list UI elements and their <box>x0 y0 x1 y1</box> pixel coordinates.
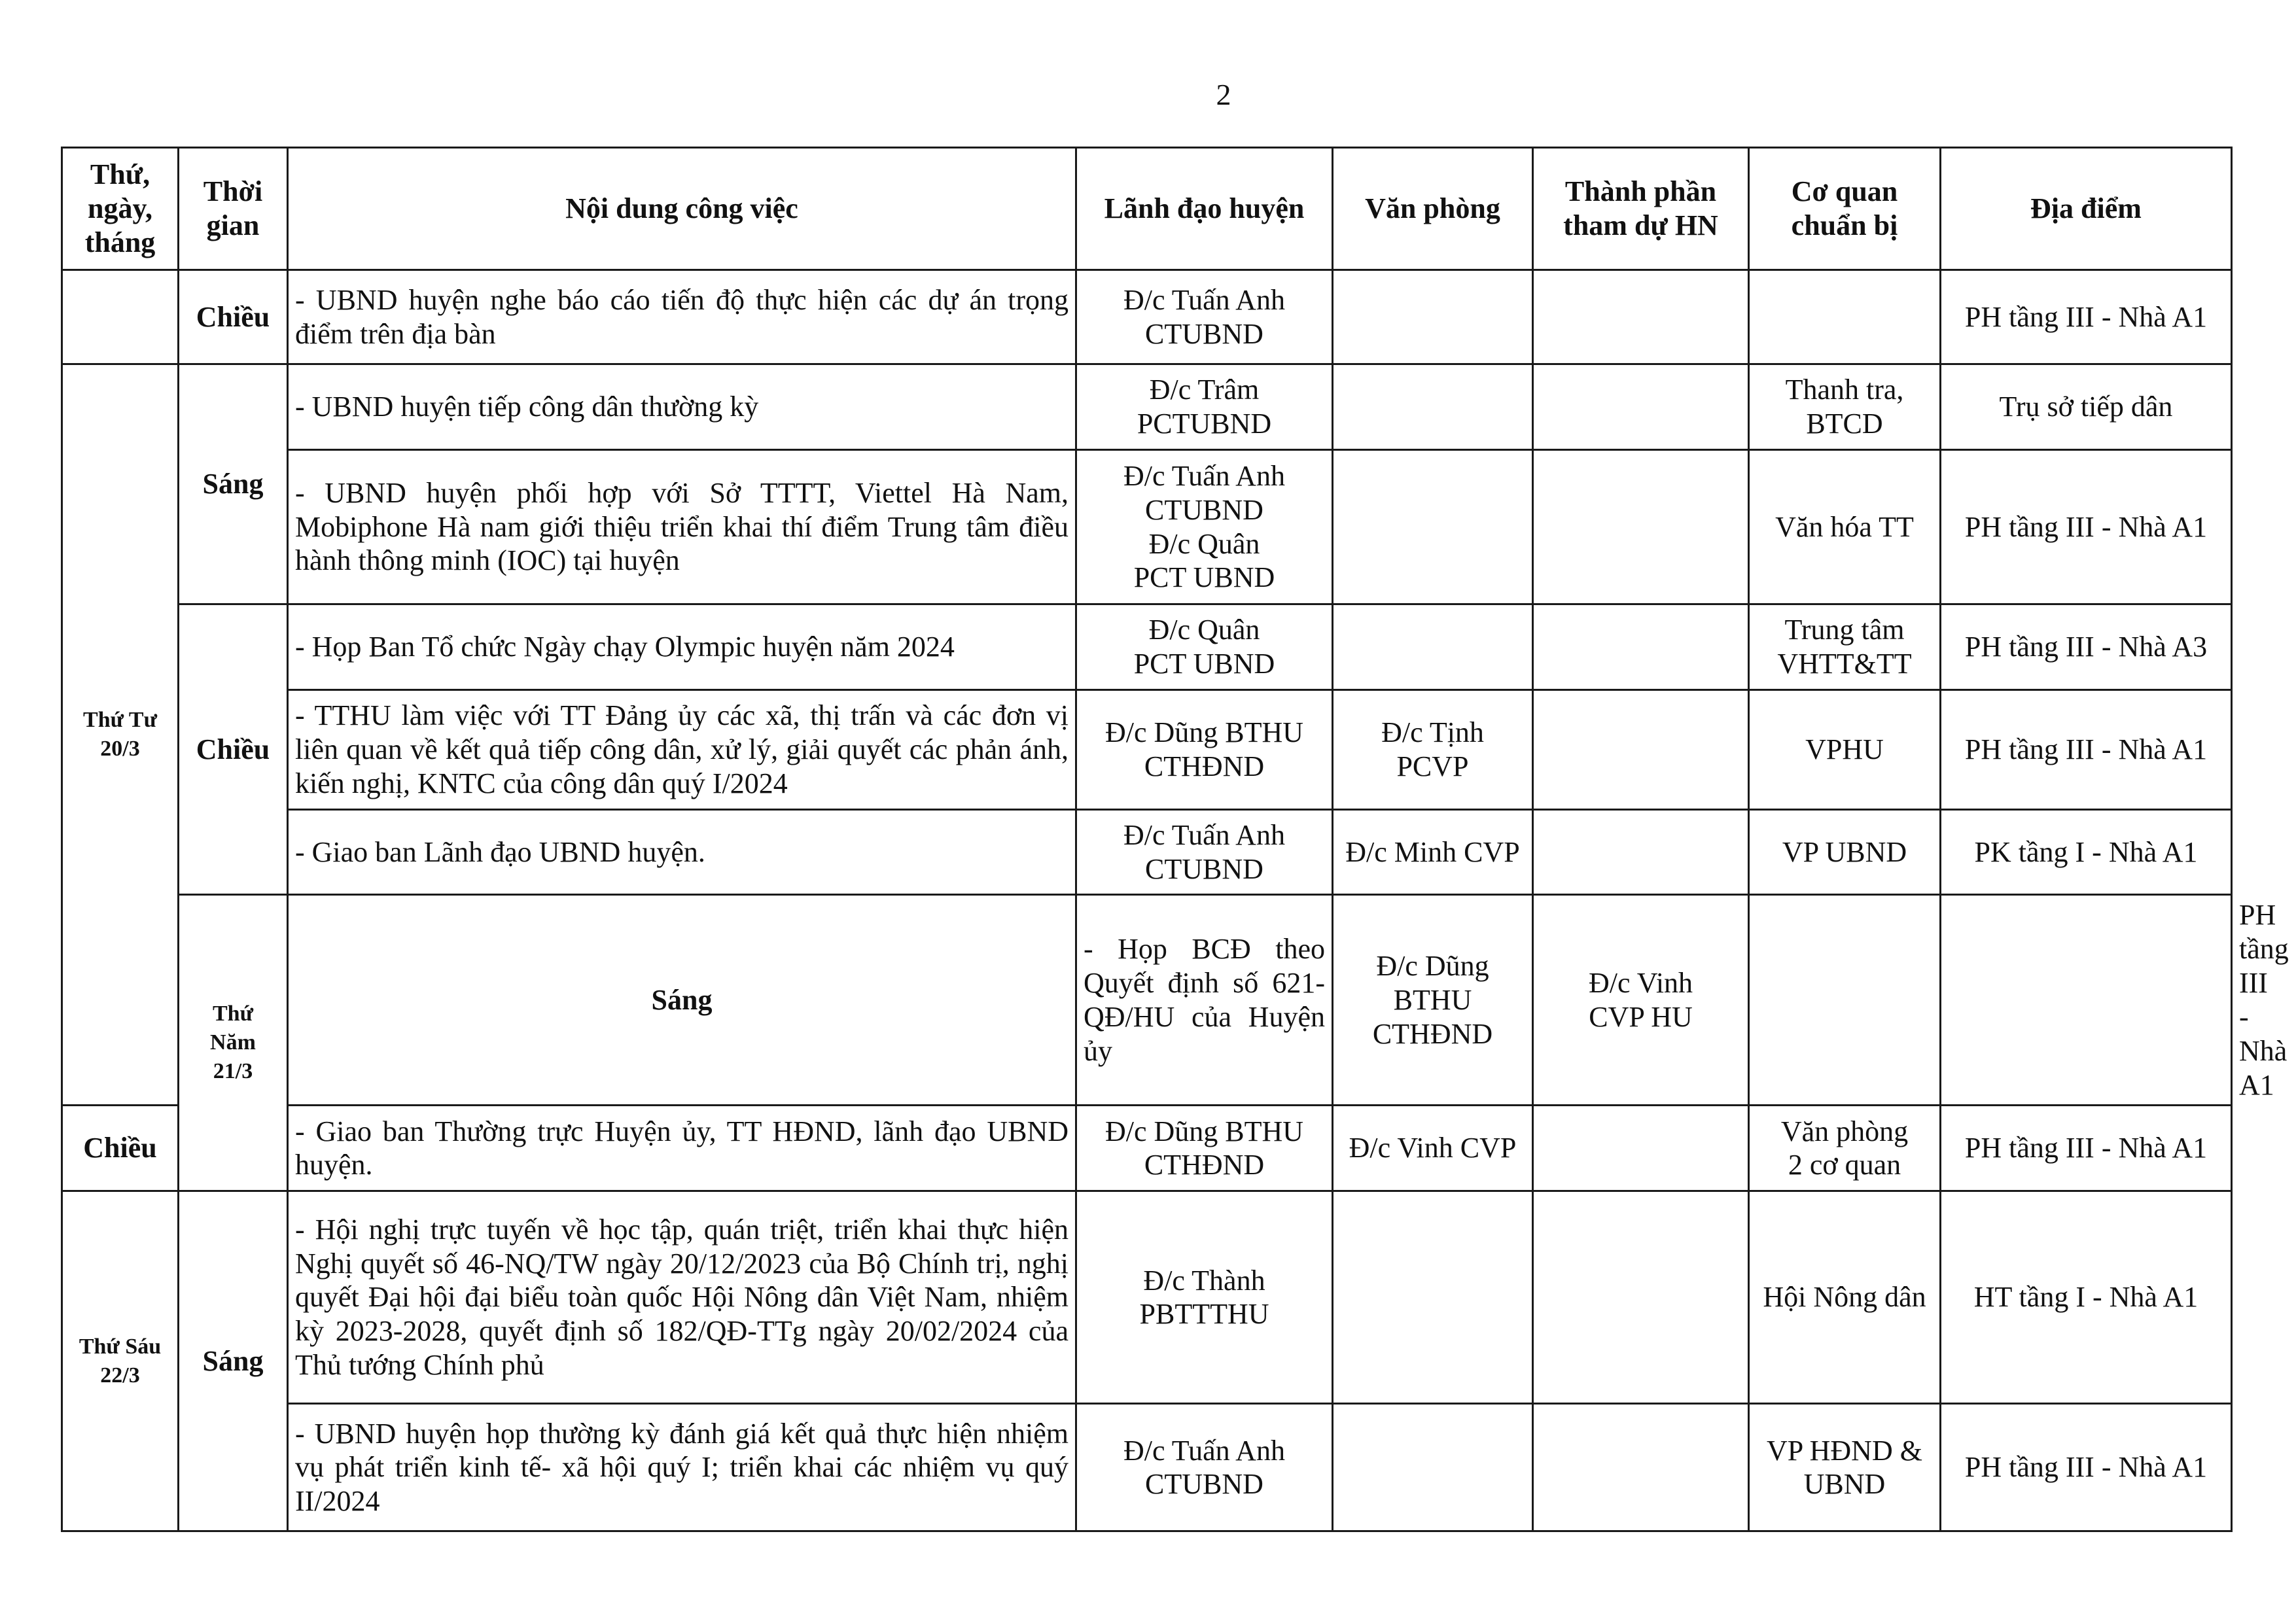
leader-cell: Đ/c Trâm PCTUBND <box>1076 364 1333 450</box>
header-leader: Lãnh đạo huyện <box>1076 148 1333 270</box>
participants-cell <box>1533 1404 1749 1531</box>
prep-cell <box>1941 895 2232 1106</box>
content-cell: - UBND huyện họp thường kỳ đánh giá kết quả thực hiện nhiệm vụ phát triển kinh tế- xã hội quý I; triển khai các nhiệm vụ quý II/2024 <box>288 1404 1076 1531</box>
participants-cell <box>1533 364 1749 450</box>
prep-cell: Văn hóa TT <box>1749 450 1941 604</box>
location-cell: PH tầng III - Nhà A1 <box>1941 690 2232 810</box>
participants-cell <box>1533 604 1749 690</box>
participants-cell <box>1533 810 1749 895</box>
participants-cell <box>1533 1106 1749 1191</box>
location-cell: Trụ sở tiếp dân <box>1941 364 2232 450</box>
session-cell: Chiều <box>179 270 288 364</box>
content-cell: - Giao ban Thường trực Huyện ủy, TT HĐND, lãnh đạo UBND huyện. <box>288 1106 1076 1191</box>
office-cell: Đ/c Minh CVP <box>1333 810 1533 895</box>
prep-cell: VP HĐND & UBND <box>1749 1404 1941 1531</box>
leader-cell: Đ/c Dũng BTHU CTHĐND <box>1333 895 1533 1106</box>
day-cell-friday: Thứ Sáu 22/3 <box>62 1191 179 1531</box>
leader-cell: Đ/c Tuấn Anh CTUBND <box>1076 810 1333 895</box>
table-row: Thứ Năm 21/3 Sáng - Họp BCĐ theo Quyết định số 621-QĐ/HU của Huyện ủy Đ/c Dũng BTHU CTHĐND Đ/c Vinh CVP HU PH tầng III - Nhà A1 <box>62 895 2232 1106</box>
office-cell: Đ/c Vinh CVP <box>1333 1106 1533 1191</box>
work-schedule-table <box>61 147 2289 1532</box>
prep-cell: Trung tâm VHTT&TT <box>1749 604 1941 690</box>
participants-cell <box>1533 1191 1749 1404</box>
content-cell: - Họp BCĐ theo Quyết định số 621-QĐ/HU của Huyện ủy <box>1076 895 1333 1106</box>
header-content: Nội dung công việc <box>288 148 1076 270</box>
office-cell: Đ/c Tịnh PCVP <box>1333 690 1533 810</box>
prep-cell: Hội Nông dân <box>1749 1191 1941 1404</box>
office-cell <box>1333 1404 1533 1531</box>
session-cell: Chiều <box>62 1106 179 1191</box>
header-row <box>62 148 2232 270</box>
header-day: Thứ, ngày, tháng <box>62 148 179 270</box>
table-row <box>62 450 2232 604</box>
header-location: Địa điểm <box>1941 148 2232 270</box>
content-cell: - Hội nghị trực tuyến về học tập, quán triệt, triển khai thực hiện Nghị quyết số 46-NQ/TW ngày 20/12/2023 của Bộ Chính trị, nghị quyết Đại hội đại biểu toàn quốc Hội Nông dân Việt Nam, nhiệm kỳ 2023-2028, quyết định số 182/QĐ-TTg ngày 20/02/2024 của Thủ tướng Chính phủ <box>288 1191 1076 1404</box>
content-cell: - UBND huyện nghe báo cáo tiến độ thực hiện các dự án trọng điểm trên địa bàn <box>288 270 1076 364</box>
prep-cell: VP UBND <box>1749 810 1941 895</box>
table-row <box>62 810 2232 895</box>
prep-cell: Thanh tra, BTCD <box>1749 364 1941 450</box>
content-cell: - UBND huyện phối hợp với Sở TTTT, Viettel Hà Nam, Mobiphone Hà nam giới thiệu triển khai thí điểm Trung tâm điều hành thông minh (IOC) tại huyện <box>288 450 1076 604</box>
location-cell: PH tầng III - Nhà A1 <box>1941 1404 2232 1531</box>
content-cell: - Giao ban Lãnh đạo UBND huyện. <box>288 810 1076 895</box>
session-cell: Sáng <box>179 1191 288 1531</box>
table-row <box>62 270 2232 364</box>
session-cell: Chiều <box>179 604 288 895</box>
leader-cell: Đ/c Quân PCT UBND <box>1076 604 1333 690</box>
prep-cell: VPHU <box>1749 690 1941 810</box>
content-cell: - TTHU làm việc với TT Đảng ủy các xã, thị trấn và các đơn vị liên quan về kết quả tiếp công dân, xử lý, giải quyết các phản ánh, kiến nghị, KNTC của công dân quý I/2024 <box>288 690 1076 810</box>
session-cell: Sáng <box>179 364 288 604</box>
table-row <box>62 1191 2232 1404</box>
content-cell: - Họp Ban Tổ chức Ngày chạy Olympic huyện năm 2024 <box>288 604 1076 690</box>
header-prep: Cơ quan chuẩn bị <box>1749 148 1941 270</box>
table-row <box>62 1106 2232 1191</box>
location-cell: HT tầng I - Nhà A1 <box>1941 1191 2232 1404</box>
header-time: Thời gian <box>179 148 288 270</box>
leader-cell: Đ/c Tuấn Anh CTUBND Đ/c Quân PCT UBND <box>1076 450 1333 604</box>
header-office: Văn phòng <box>1333 148 1533 270</box>
participants-cell <box>1749 895 1941 1106</box>
office-cell <box>1333 604 1533 690</box>
location-cell: PH tầng III - Nhà A1 <box>1941 270 2232 364</box>
day-cell-wednesday: Thứ Tư 20/3 <box>62 364 179 1106</box>
location-cell: PH tầng III - Nhà A3 <box>1941 604 2232 690</box>
office-cell <box>1333 364 1533 450</box>
table-row <box>62 364 2232 450</box>
day-cell-thursday: Thứ Năm 21/3 <box>179 895 288 1191</box>
participants-cell <box>1533 270 1749 364</box>
location-cell: PK tầng I - Nhà A1 <box>1941 810 2232 895</box>
content-cell: - UBND huyện tiếp công dân thường kỳ <box>288 364 1076 450</box>
office-cell <box>1333 450 1533 604</box>
leader-cell: Đ/c Thành PBTTTHU <box>1076 1191 1333 1404</box>
table-row <box>62 690 2232 810</box>
leader-cell: Đ/c Tuấn Anh CTUBND <box>1076 1404 1333 1531</box>
header-participants: Thành phần tham dự HN <box>1533 148 1749 270</box>
leader-cell: Đ/c Dũng BTHU CTHĐND <box>1076 690 1333 810</box>
session-cell: Sáng <box>288 895 1076 1106</box>
leader-cell: Đ/c Dũng BTHU CTHĐND <box>1076 1106 1333 1191</box>
page-number: 2 <box>1216 78 1231 111</box>
office-cell <box>1333 270 1533 364</box>
leader-cell: Đ/c Tuấn Anh CTUBND <box>1076 270 1333 364</box>
location-cell: PH tầng III - Nhà A1 <box>1941 1106 2232 1191</box>
day-cell-empty <box>62 270 179 364</box>
prep-cell <box>1749 270 1941 364</box>
table-row <box>62 604 2232 690</box>
location-cell: PH tầng III - Nhà A1 <box>1941 450 2232 604</box>
participants-cell <box>1533 450 1749 604</box>
prep-cell: Văn phòng 2 cơ quan <box>1749 1106 1941 1191</box>
table-row <box>62 1404 2232 1531</box>
participants-cell <box>1533 690 1749 810</box>
office-cell: Đ/c Vinh CVP HU <box>1533 895 1749 1106</box>
office-cell <box>1333 1191 1533 1404</box>
